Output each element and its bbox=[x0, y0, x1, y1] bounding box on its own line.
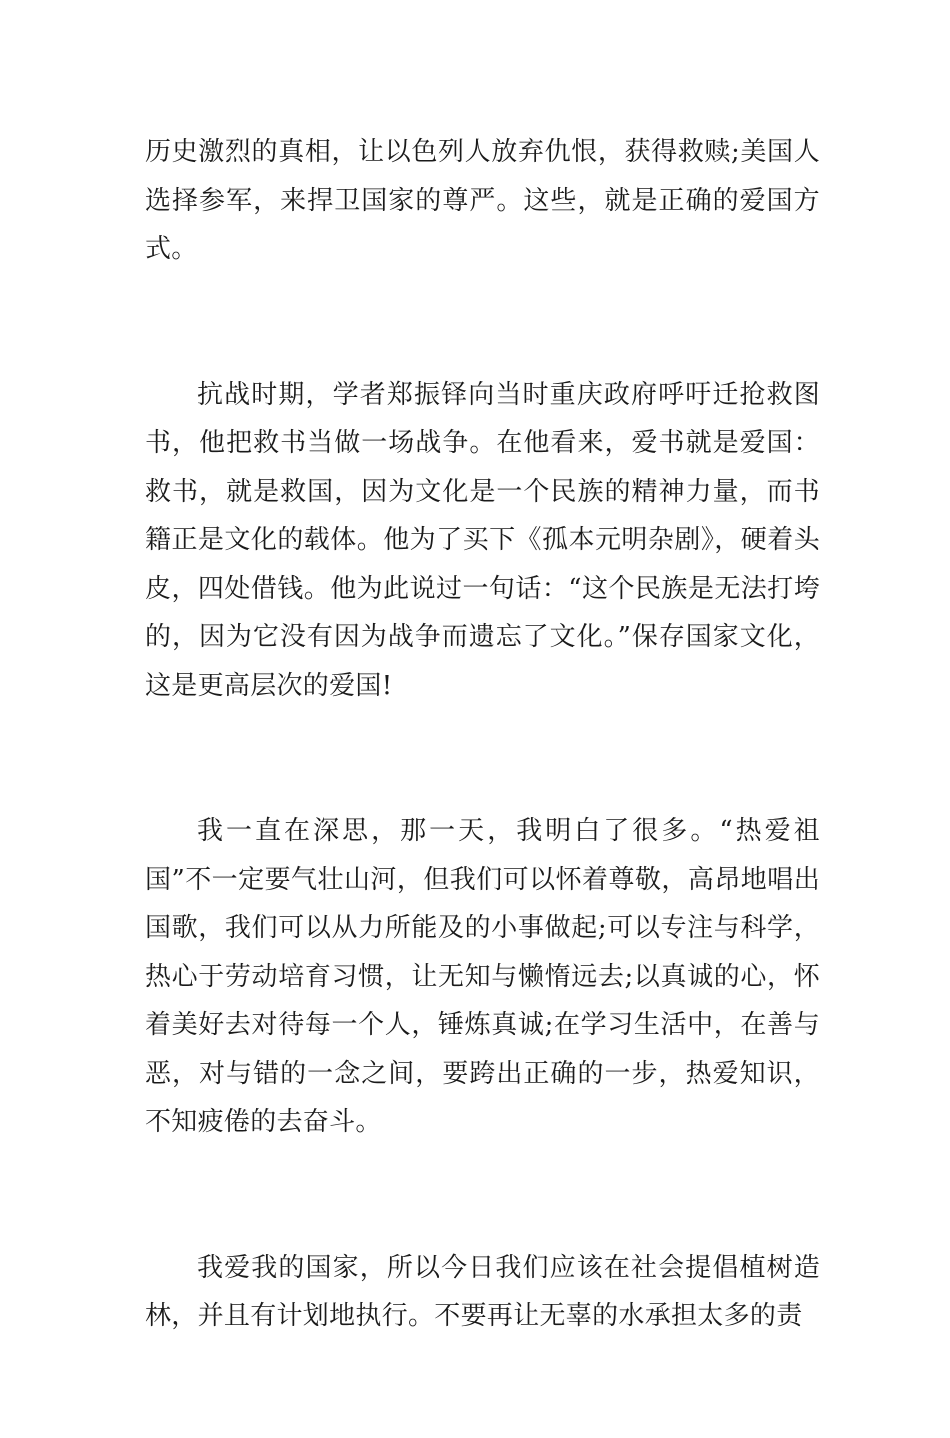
paragraph-3: 我一直在深思，那一天，我明白了很多。“热爱祖国”不一定要气壮山河，但我们可以怀着尊敬，高昂地唱出国歌，我们可以从力所能及的小事做起;可以专注与科学，热心于劳动培育习惯，让无知与懒惰远去;以真诚的心，怀着美好去对待每一个人，锤炼真诚;在学习生活中，在善与恶，对与错的一念之间，要跨出正确的一步，热爱知识，不知疲倦的去奋斗。 bbox=[145, 816, 820, 1137]
document-body bbox=[145, 128, 820, 1438]
paragraph-4: 我爱我的国家，所以今日我们应该在社会提倡植树造林，并且有计划地执行。不要再让无辜的水承担太多的责 bbox=[145, 1252, 820, 1331]
paragraph-1: 历史激烈的真相，让以色列人放弃仇恨，获得救赎;美国人选择参军，来捍卫国家的尊严。这些，就是正确的爱国方式。 bbox=[145, 137, 820, 264]
paragraph-2: 抗战时期，学者郑振铎向当时重庆政府呼吁迁抢救图书，他把救书当做一场战争。在他看来，爱书就是爱国：救书，就是救国，因为文化是一个民族的精神力量，而书籍正是文化的载体。他为了买下《孤本元明杂剧》，硬着头皮，四处借钱。他为此说过一句话：“这个民族是无法打垮的，因为它没有因为战争而遗忘了文化。”保存国家文化，这是更高层次的爱国! bbox=[145, 379, 820, 701]
